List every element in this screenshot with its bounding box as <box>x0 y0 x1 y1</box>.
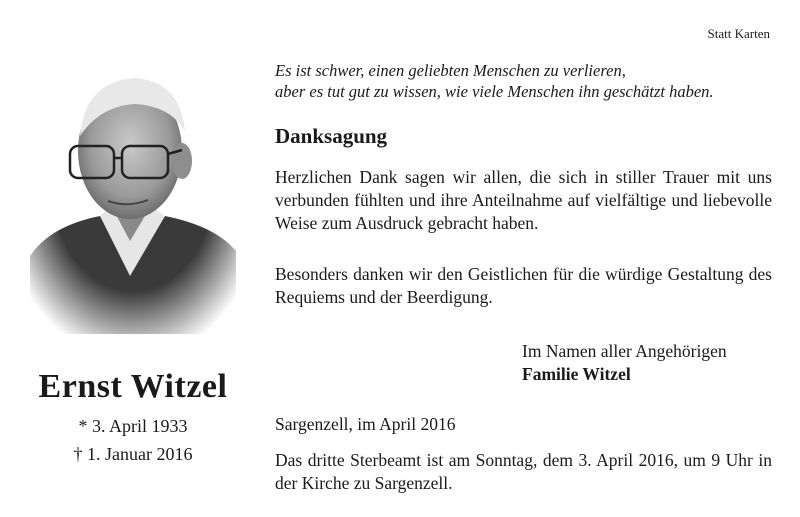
family-name: Familie Witzel <box>522 364 631 384</box>
portrait-photo <box>30 66 236 334</box>
memorial-quote <box>275 60 775 102</box>
header-note: Statt Karten <box>707 26 770 41</box>
quote-line-1: Es ist schwer, einen geliebten Menschen zu verlieren, <box>275 61 626 80</box>
life-dates <box>20 412 246 468</box>
clergy-thanks-paragraph: Besonders danken wir den Geistlichen für die würdige Gestaltung des Requiems und der Beerdigung. <box>275 264 772 307</box>
birth-date: * 3. April 1933 <box>78 416 188 436</box>
deceased-name: Ernst Witzel <box>38 368 228 405</box>
title: Danksagung <box>275 124 388 148</box>
signature-line: Im Namen aller Angehörigen <box>522 341 727 361</box>
death-date: † 1. Januar 2016 <box>73 444 193 464</box>
quote-line-2: aber es tut gut zu wissen, wie viele Menschen ihn geschätzt haben. <box>275 82 714 101</box>
thanks-paragraph: Herzlichen Dank sagen wir allen, die sich in stiller Trauer mit uns verbunden fühlten und ihre Anteilnahme auf vielfältige und liebevolle Weise zum Ausdruck gebracht haben. <box>275 167 772 233</box>
mass-notice: Das dritte Sterbeamt ist am Sonntag, dem 3. April 2016, um 9 Uhr in der Kirche zu Sargenzell. <box>275 450 772 493</box>
signature <box>522 340 727 386</box>
place-date: Sargenzell, im April 2016 <box>275 414 456 434</box>
